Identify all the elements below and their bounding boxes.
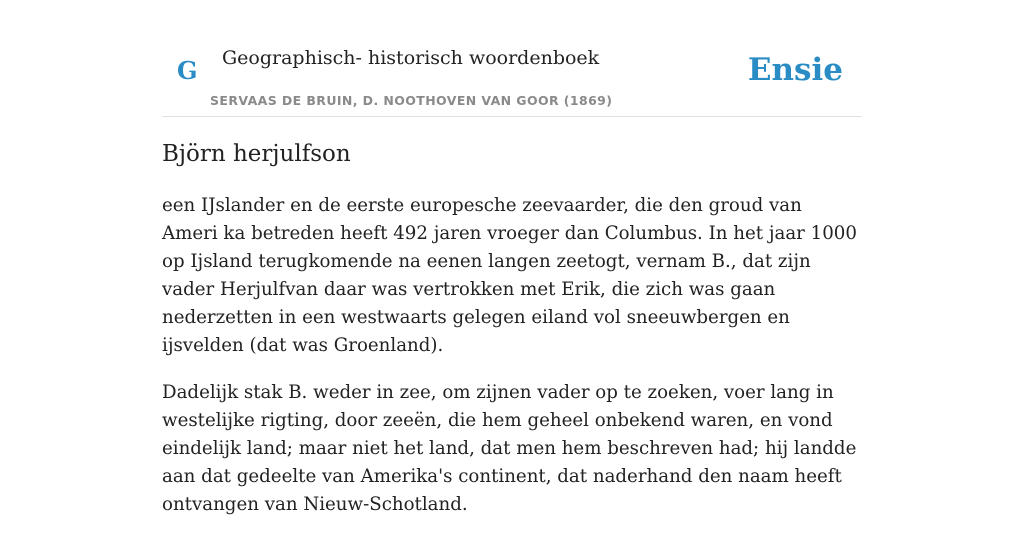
source-header bbox=[162, 0, 862, 117]
ensie-brand-logo[interactable]: Ensie bbox=[747, 52, 843, 88]
source-book-title[interactable]: Geographisch- historisch woordenboek bbox=[222, 47, 600, 69]
entry-body bbox=[162, 192, 862, 538]
source-book-authors: SERVAAS DE BRUIN, D. NOOTHOVEN VAN GOOR (1869) bbox=[210, 93, 613, 108]
entry-paragraph-2: Dadelijk stak B. weder in zee, om zijnen vader op te zoeken, voer lang in westelijke rigting, door zeeën, die hem geheel onbekend waren, en vond eindelijk land; maar niet het land, dat men hem beschreven had; hij landde aan dat gedeelte van Amerika's continent, dat naderhand den naam heeft ontvangen van Nieuw-Schotland. bbox=[162, 382, 857, 515]
entry-card bbox=[162, 0, 862, 515]
entry-paragraph-1: een IJslander en de eerste europesche zeevaarder, die den groud van Ameri ka betreden heeft 492 jaren vroeger dan Columbus. In het jaar 1000 op Ijsland terugkomende na eenen langen zeetogt, vernam B., dat zijn vader Herjulfvan daar was vertrokken met Erik, die zich was gaan nederzetten in een westwaarts gelegen eiland vol sneeuwbergen en ijsvelden (dat was Groenland). bbox=[162, 195, 857, 356]
source-logo[interactable]: G bbox=[177, 56, 198, 85]
entry-title: Björn herjulfson bbox=[162, 141, 351, 167]
